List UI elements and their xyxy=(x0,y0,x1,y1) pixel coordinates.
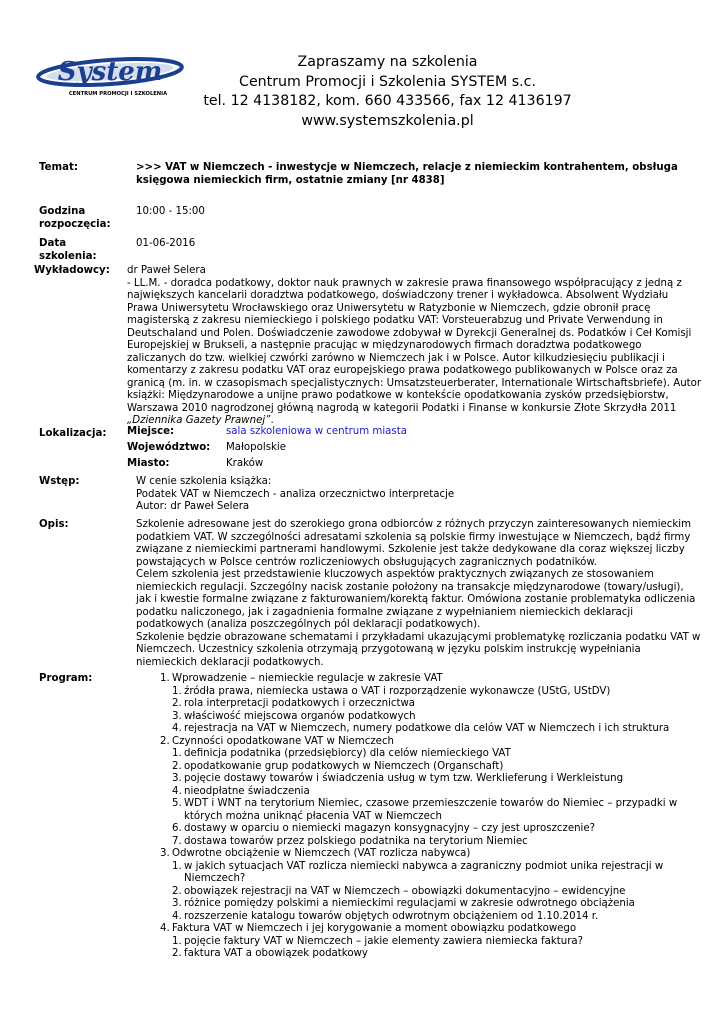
program-subitem xyxy=(172,948,700,961)
program-subitem-text: obowiązek rejestracji na VAT w Niemczech – obowiązki dokumentacyjno – ewidencyjne xyxy=(184,885,626,897)
company-logo xyxy=(36,52,184,98)
program-subitem xyxy=(172,748,700,761)
program-subitem-number: 2. xyxy=(172,760,182,772)
program-subitem xyxy=(172,936,700,949)
program-sections xyxy=(160,673,700,961)
program-subitem xyxy=(172,773,700,786)
program-subitem-text: różnice pomiędzy polskimi a niemieckimi regulacjami w zakresie odwrotnego obciążenia xyxy=(184,898,635,909)
lecturer-bio xyxy=(127,278,702,428)
program-subitem-text: pojęcie dostawy towarów i świadczenia usług w tym tzw. Werklieferung i Werkleistung xyxy=(184,773,624,784)
program-subitem-number: 2. xyxy=(172,885,182,897)
city-label: Miasto: xyxy=(127,458,170,469)
program-subitem-text: opodatkowanie grup podatkowych w Niemczech (Organschaft) xyxy=(184,760,504,772)
program-subitem xyxy=(172,698,700,711)
program-subitem-text: w jakich sytuacjach VAT rozlicza niemiecki nabywca a zagraniczny podmiot unika rejestracji w Niemczech? xyxy=(184,860,664,884)
description-label: Opis: xyxy=(39,519,69,530)
header-company: Centrum Promocji i Szkolenia SYSTEM s.c. xyxy=(239,73,536,90)
voivodeship-value: Małopolskie xyxy=(226,442,286,453)
program-subitem-number: 5. xyxy=(172,798,182,809)
program-section-number: 3. xyxy=(160,848,170,859)
program-section-title: Faktura VAT w Niemczech i jej korygowanie a moment obowiązku podatkowego xyxy=(172,923,577,934)
city-value: Kraków xyxy=(226,458,264,469)
description-paragraph-1: Szkolenie adresowane jest do szerokiego grona odbiorców z różnych przyczyn zainteresowanych niemieckim podatkiem VAT. W szczególności adresatami szkolenia są polskie firmy inwestujące w Niemczech, bądź firmy związane z niemieckimi partnerami handlowymi. Szkolenie jest także dedykowane dla coraz większej liczby powstających w Polsce centrów rozliczeniowych obsługujących zagranicznych podatników. xyxy=(136,519,692,568)
start-time-label xyxy=(39,206,111,231)
header-contact: tel. 12 4138182, kom. 660 433566, fax 12 4136197 xyxy=(203,93,572,109)
date-label-line1: Data xyxy=(39,238,67,249)
date-value: 01-06-2016 xyxy=(136,238,196,249)
program-subitem xyxy=(172,723,700,736)
start-time-label-line1: Godzina xyxy=(39,206,86,217)
lecturer-name: dr Paweł Selera xyxy=(127,265,206,276)
program-section xyxy=(160,673,700,736)
start-time-value: 10:00 - 15:00 xyxy=(136,206,205,217)
program-subitems xyxy=(172,936,700,961)
program-subitem-number: 4. xyxy=(172,910,182,922)
program-subitem-text: dostawa towarów przez polskiego podatnika na terytorium Niemiec xyxy=(184,835,528,847)
program-subitem-number: 2. xyxy=(172,698,182,709)
date-label xyxy=(39,238,97,263)
intro-block xyxy=(136,476,696,514)
program-subitem-text: rejestracja na VAT w Niemczech, numery podatkowe dla celów VAT w Niemczech i ich struktura xyxy=(184,723,670,734)
start-time-label-line2: rozpoczęcia: xyxy=(39,218,111,230)
program-subitem xyxy=(172,836,700,849)
program-subitem-text: WDT i WNT na terytorium Niemiec, czasowe przemieszczenie towarów do Niemiec – przypadki w których można uniknąć płacenia VAT w Niemczech xyxy=(184,798,678,822)
program-subitem-number: 3. xyxy=(172,773,182,784)
program-subitem-text: rozszerzenie katalogu towarów objętych odwrotnym obciążeniem od 1.10.2014 r. xyxy=(184,910,599,922)
program-section-title: Odwrotne obciążenie w Niemczech (VAT rozlicza nabywca) xyxy=(172,848,471,859)
lecturer-bio-text: - LL.M. - doradca podatkowy, doktor nauk prawnych w zakresie prawa finansowego współpracujący z jedną z największych kancelarii doradztwa podatkowego, doświadczony trener i wykładowca. Absolwent Wydziału Prawa Uniwersytetu Wrocławskiego oraz Uniwersytetu w Ratyzbonie w Niemczech, gdzie obronił pracę magisterską z zakresu niemieckiego i polskiego podatku VAT: Vorsteuerabzug und Private Verwendung in Deutschaland und Polen. Doświadczenie zawodowe zdobywał w Dyrekcji Generalnej ds. Podatków i Ceł Komisji Europejskiej w Brukseli, a następnie pracując w międzynarodowych firmach doradztwa podatkowego zaliczanych do tzw. wielkiej czwórki zarówno w Niemczech jak i w Polsce. Autor kilkudziesięciu publikacji i komentarzy z zakresu podatku VAT oraz europejskiego prawa podatkowego publikowanych w Polsce oraz za granicą (m. in. w czasopismach specjalistycznych: Umsatzsteuerberater, Internationale Wirtschaftsbriefe). Autor książki: Międzynarodowe a unijne prawo podatkowe w kontekście opodatkowania zysków przedsiębiorstw, Warszawa 2010 nagrodzonej główną nagrodą w kategorii Podatki i Finanse w konkursie Złote Skrzydła 2011 xyxy=(127,277,702,414)
program-list xyxy=(160,673,700,961)
program-subitem-text: źródła prawa, niemiecka ustawa o VAT i rozporządzenie wykonawcze (UStG, UStDV) xyxy=(184,685,611,697)
description-paragraph-3: Szkolenie będzie obrazowane schematami i przykładami ukazującymi problematykę rozliczania podatku VAT w Niemczech. Uczestnicy szkolenia otrzymają przygotowaną w języku polskim instrukcję wypełniania niemieckich deklaracji podatkowych. xyxy=(136,631,701,668)
program-subitem-text: dostawy w oparciu o niemiecki magazyn konsygnacyjny – czy jest uproszczenie? xyxy=(184,823,596,834)
intro-line-2: Podatek VAT w Niemczech - analiza orzecznictwo interpretacje xyxy=(136,488,455,500)
program-section xyxy=(160,848,700,923)
program-subitem-number: 6. xyxy=(172,823,182,834)
description-paragraph-2: Celem szkolenia jest przedstawienie kluczowych aspektów praktycznych związanych ze stosowaniem niemieckich regulacji. Szczególny nacisk zostanie położony na transakcje międzynarodowe (towary/usługi), jak i kwestie formalne związane z fakturowaniem/korektą faktur. Omówiona zostanie problematyka odliczenia podatku naliczonego, jak i zagadnienia formalne związane z wypełnianiem niemieckich deklaracji podatkowych (analiza poszczególnych pól deklaracji podatkowych). xyxy=(136,569,696,630)
topic-value: >>> VAT w Niemczech - inwestycje w Niemczech, relacje z niemieckim kontrahentem, obsługa księgowa niemieckich firm, ostatnie zmiany [nr 4838] xyxy=(136,162,678,186)
program-subitem-number: 3. xyxy=(172,710,182,722)
program-label: Program: xyxy=(39,673,93,684)
intro-line-1: W cenie szkolenia książka: xyxy=(136,476,272,487)
logo-wordmark: System xyxy=(57,57,163,87)
place-value[interactable] xyxy=(226,426,407,439)
program-section-title: Czynności opodatkowane VAT w Niemczech xyxy=(172,735,394,747)
program-section-number: 1. xyxy=(160,673,170,684)
lecturer-bio-end: . xyxy=(270,415,274,426)
place-link[interactable]: sala szkoleniowa w centrum miasta xyxy=(226,426,407,437)
intro-label: Wstęp: xyxy=(39,476,80,487)
program-section-number: 2. xyxy=(160,735,170,747)
page-header xyxy=(195,53,580,131)
logo-caption: CENTRUM PROMOCJI I SZKOLENIA xyxy=(68,91,168,97)
program-subitem-text: właściwość miejscowa organów podatkowych xyxy=(184,710,416,722)
program-section xyxy=(160,923,700,961)
program-subitem-number: 3. xyxy=(172,898,182,909)
program-subitem-number: 1. xyxy=(172,685,182,697)
program-subitem xyxy=(172,786,700,799)
program-subitem xyxy=(172,911,700,924)
intro-line-3: Autor: dr Paweł Selera xyxy=(136,501,250,512)
program-subitem-text: faktura VAT a obowiązek podatkowy xyxy=(184,948,368,959)
program-subitem-number: 4. xyxy=(172,723,182,734)
topic-label: Temat: xyxy=(39,162,78,173)
header-website[interactable]: www.systemszkolenia.pl xyxy=(301,112,474,129)
voivodeship-label: Województwo: xyxy=(127,442,211,453)
description-block xyxy=(136,519,701,669)
program-subitem-number: 1. xyxy=(172,935,182,947)
program-subitem xyxy=(172,886,700,899)
program-subitem xyxy=(172,798,700,823)
program-subitem-text: rola interpretacji podatkowych i orzecznictwa xyxy=(184,698,416,709)
program-subitem-number: 2. xyxy=(172,948,182,959)
program-subitem-number: 4. xyxy=(172,785,182,797)
lecturer-award-source: „Dziennika Gazety Prawnej” xyxy=(127,415,271,426)
program-section-title: Wprowadzenie – niemieckie regulacje w zakresie VAT xyxy=(172,673,443,684)
program-subitem xyxy=(172,898,700,911)
program-subitems xyxy=(172,861,700,924)
program-section xyxy=(160,736,700,849)
location-label: Lokalizacja: xyxy=(39,428,107,439)
program-subitem-number: 1. xyxy=(172,860,182,872)
date-label-line2: szkolenia: xyxy=(39,250,97,262)
program-subitem-text: definicja podatnika (przedsiębiorcy) dla celów niemieckiego VAT xyxy=(184,748,511,759)
lecturers-label: Wykładowcy: xyxy=(34,265,110,276)
lecturer-block xyxy=(127,265,702,428)
place-label: Miejsce: xyxy=(127,426,175,437)
program-subitem xyxy=(172,686,700,699)
program-subitem xyxy=(172,823,700,836)
program-subitems xyxy=(172,686,700,736)
program-subitem xyxy=(172,761,700,774)
program-subitem-number: 7. xyxy=(172,835,182,847)
program-subitems xyxy=(172,748,700,848)
program-subitem-number: 1. xyxy=(172,748,182,759)
program-subitem xyxy=(172,711,700,724)
header-invitation: Zapraszamy na szkolenia xyxy=(297,54,478,70)
program-subitem-text: nieodpłatne świadczenia xyxy=(184,785,310,797)
program-subitem xyxy=(172,861,700,886)
program-section-number: 4. xyxy=(160,923,170,934)
system-logo-graphic xyxy=(36,52,184,98)
program-subitem-text: pojęcie faktury VAT w Niemczech – jakie elementy zawiera niemiecka faktura? xyxy=(184,935,584,947)
